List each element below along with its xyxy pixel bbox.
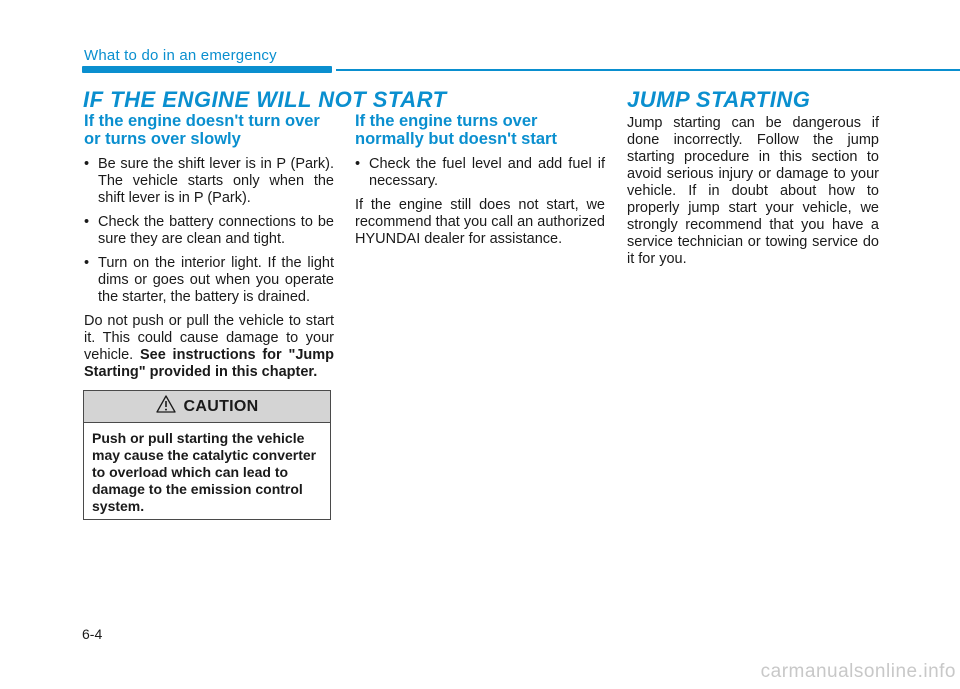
column-1 xyxy=(84,112,334,388)
list-item: • Be sure the shift lever is in P (Park). The vehicle starts only when the shift lever is in P (Park). xyxy=(84,156,334,207)
list-item: • Turn on the interior light. If the light dims or goes out when you operate the starter, the battery is drained. xyxy=(84,255,334,306)
push-pull-paragraph xyxy=(84,313,334,381)
column-3 xyxy=(627,115,879,275)
caution-header xyxy=(84,391,330,423)
jump-starting-heading: JUMP STARTING xyxy=(627,87,811,112)
warning-triangle-icon xyxy=(156,395,176,418)
doesnt-turn-over-list xyxy=(84,156,334,306)
caution-box xyxy=(83,390,331,520)
engine-not-start-heading: IF THE ENGINE WILL NOT START xyxy=(83,87,447,112)
doesnt-turn-over-heading: If the engine doesn't turn over or turns over slowly xyxy=(84,112,320,148)
caution-body: Push or pull starting the vehicle may cause the catalytic converter to overload which can lead to damage to the emission control system. xyxy=(92,430,317,514)
jump-starting-reference: See instructions for "Jump Starting" provided in this chapter. xyxy=(84,347,334,380)
page-number: 6-4 xyxy=(82,626,103,642)
header-bar-thin xyxy=(336,69,960,71)
watermark: carmanualsonline.info xyxy=(760,661,956,682)
turns-over-heading: If the engine turns over normally but doesn't start xyxy=(355,112,557,148)
header-bar-thick xyxy=(82,66,332,73)
caution-title: CAUTION xyxy=(183,397,259,415)
list-item: • Check the fuel level and add fuel if necessary. xyxy=(355,156,605,190)
push-pull-text: Do not push or pull the vehicle to start it. This could cause damage to your vehicle. xyxy=(84,313,334,363)
jump-starting-paragraph: Jump starting can be dangerous if done incorrectly. Follow the jump starting procedure in this section to avoid serious injury or damage to your vehicle. If in doubt about how to properly jump start your vehicle, we strongly recommend that you have a service technician or towing service do it for you. xyxy=(627,115,879,267)
turns-over-list xyxy=(355,156,605,190)
section-label: What to do in an emergency xyxy=(84,47,277,64)
column-2 xyxy=(355,112,605,255)
dealer-paragraph: If the engine still does not start, we recommend that you call an authorized HYUNDAI dealer for assistance. xyxy=(355,197,605,247)
list-item: • Check the battery connections to be sure they are clean and tight. xyxy=(84,214,334,248)
